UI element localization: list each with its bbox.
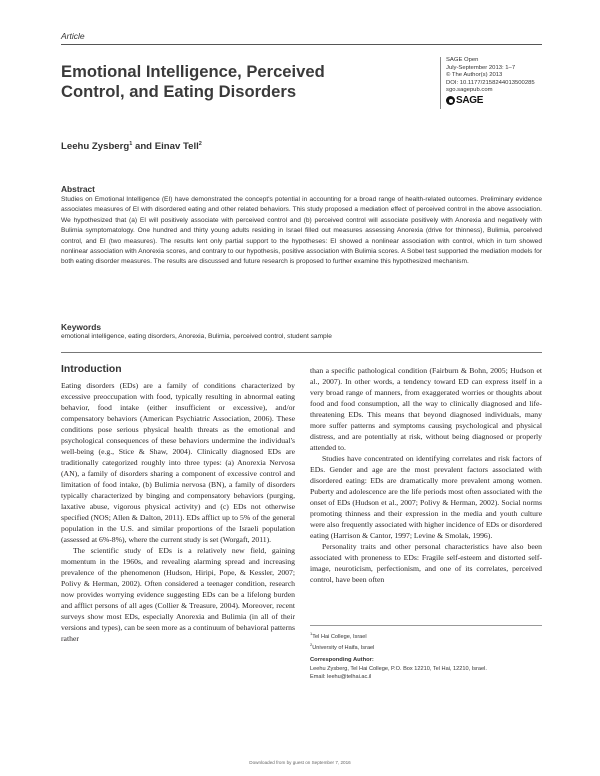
author-name: Einav Tell bbox=[154, 141, 199, 153]
affiliation-2: $^2$University of Haifa, Israel bbox=[310, 642, 375, 652]
journal-name: SAGE Open bbox=[446, 57, 479, 63]
author-list bbox=[61, 141, 202, 152]
abstract-text: Studies on Emotional Intelligence (EI) have demonstrated the concept's potential in accounting for a broad range of health-related outcomes. Preliminary evidence associates measures of EI with disordered eating and other related behaviors. This study proposed a mediation effect of perceived control in the above association. We hypothesized that (a) EI will positively associate with perceived control and (b) perceived control will associate positively with Anorexia and negatively with Bulimia symptomatology. One hundred and thirty young adults residing in Israel filled out measures assessing Anorexia (drive for thinness), Bulimia, perceived control, and EI (two measures). The results lent only partial support to the hypotheses: EI showed a nonlinear association with control, which in turn showed nonlinear association with Anorexia scores, and contrary to our hypothesis, positive association with Bulimia scores. A Sobel test supported the mediation models for both eating disorder measures. The results are discussed and future research is proposed to further examine this hypothesized mechanism. bbox=[61, 196, 542, 266]
paper-title bbox=[61, 62, 431, 102]
affiliation-marker: 1 bbox=[310, 631, 313, 636]
corresponding-author-email[interactable]: Email: leehu@telhai.ac.il bbox=[310, 673, 372, 680]
journal-doi[interactable]: DOI: 10.1177/2158244013500285 bbox=[446, 79, 535, 86]
body-column-right bbox=[310, 365, 542, 585]
journal-url[interactable]: sgo.sagepub.com bbox=[446, 87, 493, 94]
corresponding-author-heading: Corresponding Author: bbox=[310, 657, 374, 664]
paper-title-line-1: Emotional Intelligence, Perceived bbox=[61, 62, 325, 81]
body-paragraph: Studies have concentrated on identifying correlates and risk factors of EDs. Gender and age are the most prevalent factors associated with disordered eating: EDs are dramatically more prevalent among women. Puberty and adolescence are the life periods most often associated with the onset of EDs (Hudson et al., 2007; Polivy & Herman, 2002). Social norms promoting thinness and their expression in the media and youth culture were also frequently associated with higher incidence of EDs or disordered eating (Harrison & Cantor, 1997; Levine & Smolak, 1996). bbox=[310, 454, 542, 540]
author-name: Leehu Zysberg bbox=[61, 141, 130, 153]
header-divider bbox=[61, 44, 542, 45]
body-column-left bbox=[61, 380, 295, 644]
footnotes bbox=[310, 630, 542, 681]
sage-logo-text: SAGE bbox=[456, 95, 484, 106]
sage-logo-icon bbox=[446, 96, 455, 105]
keywords-text: emotional intelligence, eating disorders, Anorexia, Bulimia, perceived control, student sample bbox=[61, 333, 332, 340]
abstract-heading: Abstract bbox=[61, 184, 95, 194]
article-type-label: Article bbox=[61, 31, 85, 41]
corresponding-author-address: Leehu Zysberg, Tel Hai College, P.O. Box 12210, Tel Hai, 12210, Israel. bbox=[310, 665, 487, 672]
body-paragraph: than a specific pathological condition (Fairburn & Bohn, 2005; Hudson et al., 2007). In other words, a tendency toward ED can express itself in a very broad range of manners, from exaggerated worries or thoughts about food and food consumption, all the way to clinically diagnosed and life-threatening EDs. This means that beyond diagnosed individuals, many more suffer patterns and symptoms causing psychological and physical distress, and are potentially at risk, without being diagnosed or properly attended to. bbox=[310, 366, 542, 452]
footnote-divider bbox=[310, 625, 542, 626]
affiliation-marker: 1 bbox=[129, 141, 133, 147]
introduction-heading: Introduction bbox=[61, 364, 122, 375]
section-divider bbox=[61, 352, 542, 353]
body-paragraph: Personality traits and other personal characteristics have also been associated with proneness to EDs: Fragile self-esteem and distorted self-image, neuroticism, perfectionism, and one of its correlates, perceived control, have been often bbox=[310, 542, 542, 584]
author-conjunction: and bbox=[132, 141, 155, 153]
journal-info bbox=[446, 57, 535, 95]
journal-copyright: © The Author(s) 2013 bbox=[446, 72, 503, 79]
body-paragraph: The scientific study of EDs is a relatively new field, gaining momentum in the 1960s, and revealing alarming spread and increasing prevalence of the phenomenon (Hudson, Hiripi, Pope, & Kessler, 2007; Polivy & Herman, 2002). Often considered a teenager condition, research now provides worrying evidence suggesting EDs can be a lifelong burden and afflict persons of all ages (Collier & Treasure, 2004). Moreover, recent surveys show most EDs, especially Anorexia and Bulimia (in all of their versions and types), can be seen more as a continuum of behavioral patterns rather bbox=[61, 546, 295, 643]
body-paragraph: Eating disorders (EDs) are a family of conditions characterized by excessive preoccupation with food, typically resulting in abnormal eating behavior, food intake (either insufficient or excessive), and/or compensatory behaviors (American Psychiatric Association, 2006). These conditions pose serious physical health threats as the emotional and psychological consequences of these behaviors undermine the individual's well-being (e.g., Stice & Shaw, 2004). Clinically diagnosed EDs are traditionally categorized roughly into three types: (a) Anorexia Nervosa (AN), a family of disorders sharing a component of excessive control and limitation of food intake, (b) Bulimia nervosa (BN), a family of disorders typically characterized by binging and compensatory behaviors (purging, laxative abuse, vigorous physical activity) and (c) EDs not otherwise specified (NOS; Allen & Dalton, 2011). EDs afflict up to 5% of the general population in the U.S. and similar proportions of the Israeli population (assessed at 6%-8%), where the current study is set (Worgaft, 2011). bbox=[61, 381, 295, 544]
download-note: Downloaded from by guest on September 7, 2016 bbox=[249, 760, 351, 765]
keywords-heading: Keywords bbox=[61, 322, 102, 332]
journal-issue: July-September 2013: 1–7 bbox=[446, 64, 516, 71]
affiliation-marker: 2 bbox=[310, 642, 313, 648]
sage-logo bbox=[446, 95, 483, 106]
affiliation-marker: 2 bbox=[198, 141, 202, 147]
paper-title-line-2: Control, and Eating Disorders bbox=[61, 82, 297, 101]
journal-info-divider bbox=[440, 57, 441, 109]
affiliation-1: $^1$Tel Hai College, Israel bbox=[310, 631, 367, 640]
